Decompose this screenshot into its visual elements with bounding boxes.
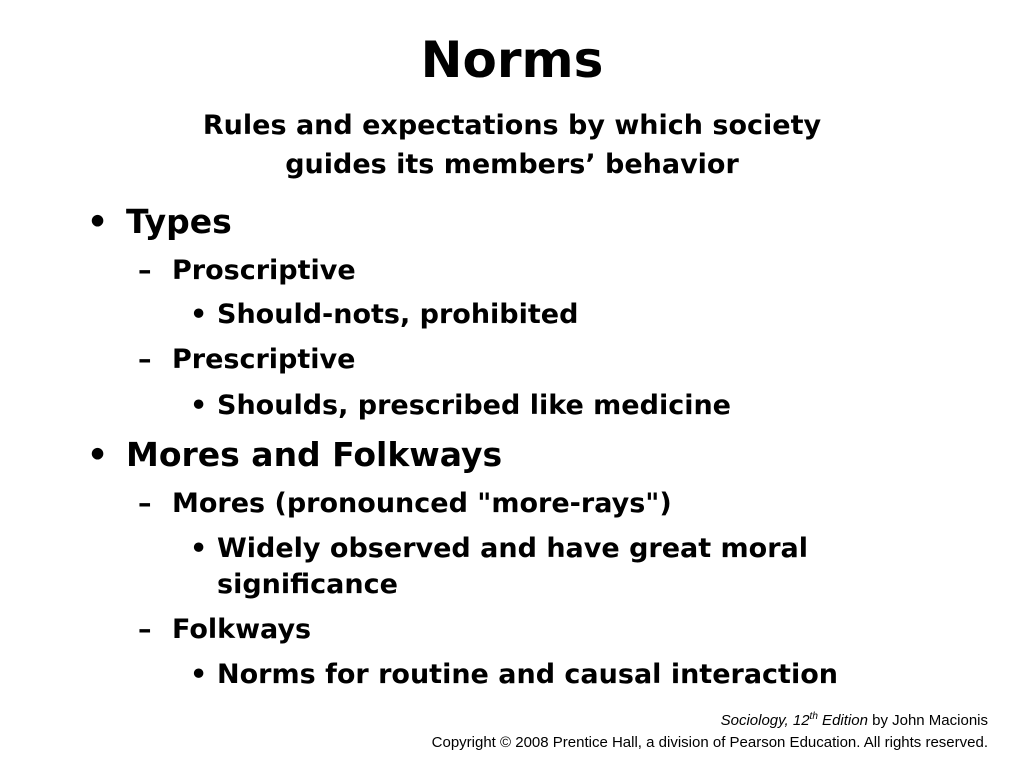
sub-bullet-prescriptive-text: Prescriptive (172, 344, 356, 375)
sub-bullet-proscriptive-text: Proscriptive (172, 255, 356, 286)
slide-title: Norms (420, 31, 604, 89)
sub-bullet-folkways-text: Folkways (172, 614, 312, 645)
bullet-types-text: Types (126, 202, 232, 241)
dash-marker: – (138, 488, 152, 519)
subtitle-line-2: guides its members’ behavior (285, 149, 739, 180)
edition-word: Edition (817, 712, 868, 729)
bullet-marker: • (190, 533, 208, 564)
detail-mores-text-line-2: significance (217, 569, 398, 600)
detail-folkways-text: Norms for routine and causal interaction (217, 659, 838, 690)
edition-superscript: th (809, 711, 818, 722)
dash-marker: – (138, 344, 152, 375)
book-title: Sociology, 12 (720, 712, 810, 729)
bullet-marker: • (190, 659, 208, 690)
detail-prescriptive-text: Shoulds, prescribed like medicine (217, 390, 731, 421)
detail-proscriptive-text: Should-nots, prohibited (217, 299, 579, 330)
slide-subtitle (0, 106, 1024, 184)
bullet-marker: • (190, 299, 208, 330)
detail-mores-text-line-1: Widely observed and have great moral (217, 533, 809, 564)
bullet-mores-and-folkways-text: Mores and Folkways (126, 435, 503, 474)
bullet-marker: • (87, 435, 109, 474)
dash-marker: – (138, 255, 152, 286)
footer-copyright: Copyright © 2008 Prentice Hall, a division of Pearson Education. All rights reserved. (431, 734, 988, 751)
subtitle-line-1: Rules and expectations by which society (202, 110, 822, 141)
author: by John Macionis (867, 712, 988, 729)
footer-citation (721, 712, 988, 730)
bullet-marker: • (190, 390, 208, 421)
sub-bullet-mores-text: Mores (pronounced "more-rays") (172, 488, 672, 519)
dash-marker: – (138, 614, 152, 645)
bullet-marker: • (87, 202, 109, 241)
